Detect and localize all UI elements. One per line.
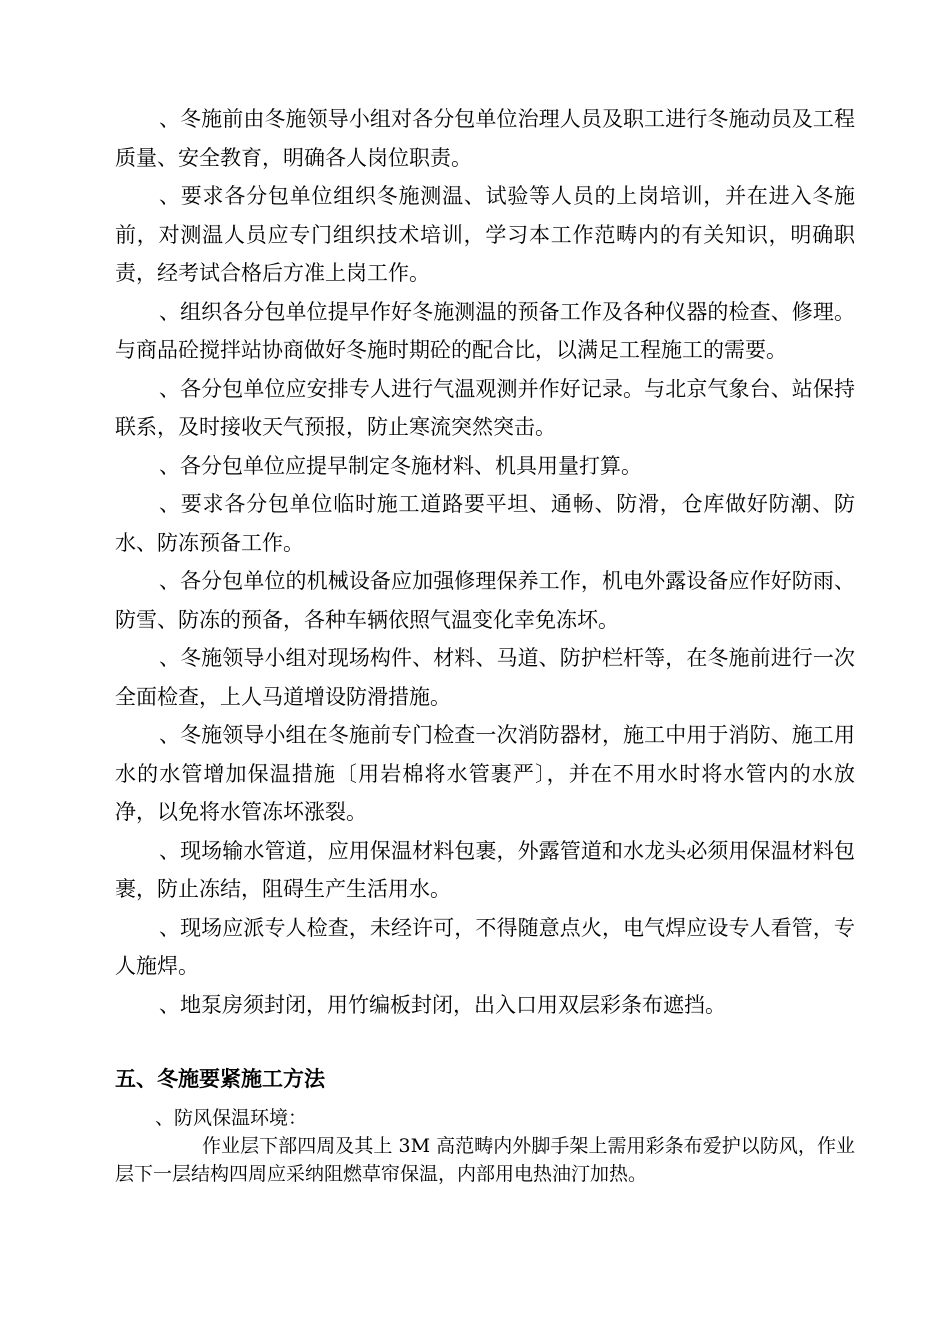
paragraph-10: 、现场输水管道，应用保温材料包裹，外露管道和水龙头必须用保温材料包裹，防止冻结，阻碍生产生活用水。 — [115, 838, 855, 901]
document-page — [115, 100, 855, 1188]
paragraph-2: 、要求各分包单位组织冬施测温、试验等人员的上岗培训，并在进入冬施前，对测温人员应专门组织技术培训，学习本工作范畴内的有关知识，明确职责，经考试合格后方准上岗工作。 — [115, 184, 855, 285]
paragraph-12: 、地泵房须封闭，用竹编板封闭，出入口用双层彩条布遮挡。 — [159, 992, 726, 1017]
section-subheading: 、防风保温环境： — [155, 1107, 308, 1129]
paragraph-11: 、现场应派专人检查，未经许可，不得随意点火，电气焊应设专人看管，专人施焊。 — [115, 915, 855, 978]
paragraph-6: 、要求各分包单位临时施工道路要平坦、通畅、防滑，仓库做好防潮、防水、防冻预备工作。 — [115, 492, 855, 555]
paragraph-1: 、冬施前由冬施领导小组对各分包单位治理人员及职工进行冬施动员及工程质量、安全教育，明确各人岗位职责。 — [115, 107, 855, 170]
paragraph-7: 、各分包单位的机械设备应加强修理保养工作，机电外露设备应作好防雨、防雪、防冻的预备，各种车辆依照气温变化幸免冻坏。 — [115, 569, 855, 632]
paragraph-3: 、组织各分包单位提早作好冬施测温的预备工作及各种仪器的检查、修理。与商品砼搅拌站协商做好冬施时期砼的配合比，以满足工程施工的需要。 — [115, 299, 855, 362]
paragraph-5: 、各分包单位应提早制定冬施材料、机具用量打算。 — [159, 453, 642, 478]
section-heading: 五、冬施要紧施工方法 — [115, 1067, 325, 1091]
paragraph-9: 、冬施领导小组在冬施前专门检查一次消防器材，施工中用于消防、施工用水的水管增加保温措施〔用岩棉将水管裹严〕，并在不用水时将水管内的水放净，以免将水管冻坏涨裂。 — [115, 723, 855, 824]
section-body: 作业层下部四周及其上 3M 高范畴内外脚手架上需用彩条布爱护以防风，作业层下一层结构四周应采纳阻燃草帘保温，内部用电热油汀加热。 — [115, 1135, 855, 1185]
paragraph-8: 、冬施领导小组对现场构件、材料、马道、防护栏杆等，在冬施前进行一次全面检查，上人马道增设防滑措施。 — [115, 646, 855, 709]
paragraph-4: 、各分包单位应安排专人进行气温观测并作好记录。与北京气象台、站保持联系，及时接收天气预报，防止寒流突然突击。 — [115, 376, 855, 439]
